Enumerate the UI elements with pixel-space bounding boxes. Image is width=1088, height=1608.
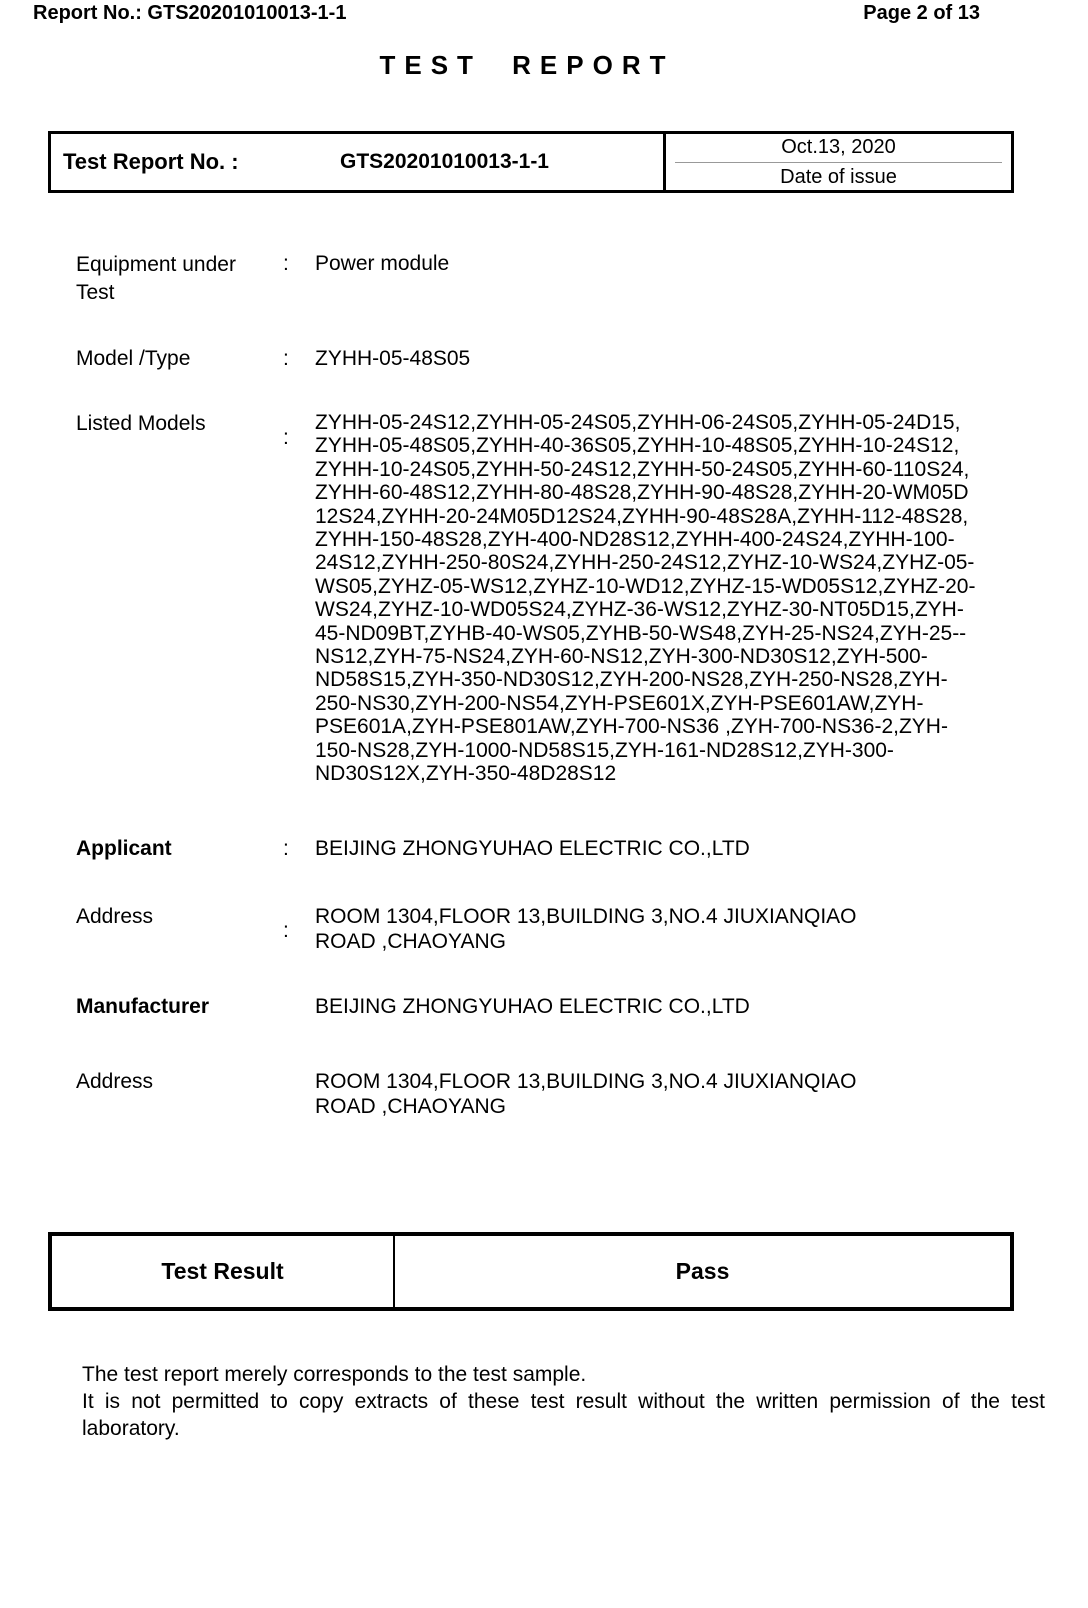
applicant-colon: : xyxy=(283,837,289,860)
text-line: 12S24,ZYHH-20-24M05D12S24,ZYHH-90-48S28A,ZYHH-112-48S28, xyxy=(315,504,969,528)
text-line: WS24,ZYHZ-10-WD05S24,ZYHZ-36-WS12,ZYHZ-30-NT05D15,ZYH- xyxy=(315,598,964,622)
footer-disclaimer xyxy=(82,1361,1045,1442)
text-line: ZYHH-150-48S28,ZYH-400-ND28S12,ZYHH-400-24S24,ZYHH-100- xyxy=(315,528,955,552)
text-line: ZYHH-10-24S05,ZYHH-50-24S12,ZYHH-50-24S05,ZYHH-60-110S24, xyxy=(315,457,970,481)
equipment-value: Power module xyxy=(315,252,450,275)
report-no-value: GTS20201010013-1-1 xyxy=(340,150,549,173)
test-result-table xyxy=(48,1232,1014,1311)
header-page-number: Page 2 of 13 xyxy=(863,2,980,24)
issue-date: Oct.13, 2020 xyxy=(781,135,896,158)
date-of-issue-label: Date of issue xyxy=(780,165,897,188)
manufacturer-address-label: Address xyxy=(76,1070,154,1093)
applicant-address-label: Address xyxy=(76,905,154,928)
equipment-colon: : xyxy=(283,252,289,275)
applicant-address-colon: : xyxy=(283,919,289,942)
text-line: NS12,ZYH-75-NS24,ZYH-60-NS12,ZYH-300-ND30S12,ZYH-500- xyxy=(315,645,928,669)
report-no-label: Test Report No. : xyxy=(63,149,239,174)
text-line: ZYHH-05-48S05,ZYHH-40-36S05,ZYHH-10-48S05,ZYHH-10-24S12, xyxy=(315,434,960,458)
report-number-cell xyxy=(51,134,663,190)
listed-models-value xyxy=(315,411,1015,786)
text-line: PSE601A,ZYH-PSE801AW,ZYH-700-NS36 ,ZYH-700-NS36-2,ZYH- xyxy=(315,715,948,739)
report-number-box xyxy=(48,131,1014,193)
text-line: ROOM 1304,FLOOR 13,BUILDING 3,NO.4 JIUXIANQIAO xyxy=(315,905,857,928)
test-result-value-cell: Pass xyxy=(675,1258,730,1284)
text-line: 45-ND09BT,ZYHB-40-WS05,ZYHB-50-WS48,ZYH-25-NS24,ZYH-25-- xyxy=(315,621,967,645)
page-header xyxy=(33,2,980,25)
text-line: ZYHH-60-48S12,ZYHH-80-48S28,ZYHH-90-48S28,ZYHH-20-WM05D xyxy=(315,481,969,505)
listed-models-label: Listed Models xyxy=(76,412,206,435)
text-line: WS05,ZYHZ-05-WS12,ZYHZ-10-WD12,ZYHZ-15-WD05S12,ZYHZ-20- xyxy=(315,574,976,598)
text-line: ZYHH-05-24S12,ZYHH-05-24S05,ZYHH-06-24S05,ZYHH-05-24D15, xyxy=(315,411,961,434)
manufacturer-address-value xyxy=(315,1069,1015,1119)
model-label: Model /Type xyxy=(76,347,191,370)
test-result-header-cell: Test Result xyxy=(52,1236,395,1307)
applicant-value: BEIJING ZHONGYUHAO ELECTRIC CO.,LTD xyxy=(315,837,750,860)
text-line: 24S12,ZYHH-250-80S24,ZYHH-250-24S12,ZYHZ-10-WS24,ZYHZ-05- xyxy=(315,551,975,575)
page-title: TEST REPORT xyxy=(379,50,675,80)
text-line: ND58S15,ZYH-350-ND30S12,ZYH-200-NS28,ZYH-250-NS28,ZYH- xyxy=(315,668,948,692)
equipment-label: Equipment under Test xyxy=(76,253,236,304)
listed-models-colon: : xyxy=(283,426,289,449)
disclaimer-line-1: The test report merely corresponds to the test sample. xyxy=(82,1363,587,1386)
applicant-address-value xyxy=(315,904,1015,954)
disclaimer-line-2: It is not permitted to copy extracts of these test result without the written permission of the test laboratory. xyxy=(82,1390,1045,1440)
text-line: ROOM 1304,FLOOR 13,BUILDING 3,NO.4 JIUXIANQIAO xyxy=(315,1070,857,1093)
applicant-label: Applicant xyxy=(76,837,172,860)
date-of-issue-cell xyxy=(663,134,1011,190)
manufacturer-label: Manufacturer xyxy=(76,995,210,1018)
manufacturer-value: BEIJING ZHONGYUHAO ELECTRIC CO.,LTD xyxy=(315,995,750,1018)
text-line: 250-NS30,ZYH-200-NS54,ZYH-PSE601X,ZYH-PSE601AW,ZYH- xyxy=(315,691,924,715)
header-report-no: Report No.: GTS20201010013-1-1 xyxy=(33,2,347,24)
model-colon: : xyxy=(283,347,289,370)
text-line: ROAD ,CHAOYANG xyxy=(315,1095,506,1118)
text-line: ROAD ,CHAOYANG xyxy=(315,930,506,953)
text-line: ND30S12X,ZYH-350-48D28S12 xyxy=(315,762,617,786)
text-line: 150-NS28,ZYH-1000-ND58S15,ZYH-161-ND28S12,ZYH-300- xyxy=(315,738,894,762)
model-value: ZYHH-05-48S05 xyxy=(315,347,471,370)
